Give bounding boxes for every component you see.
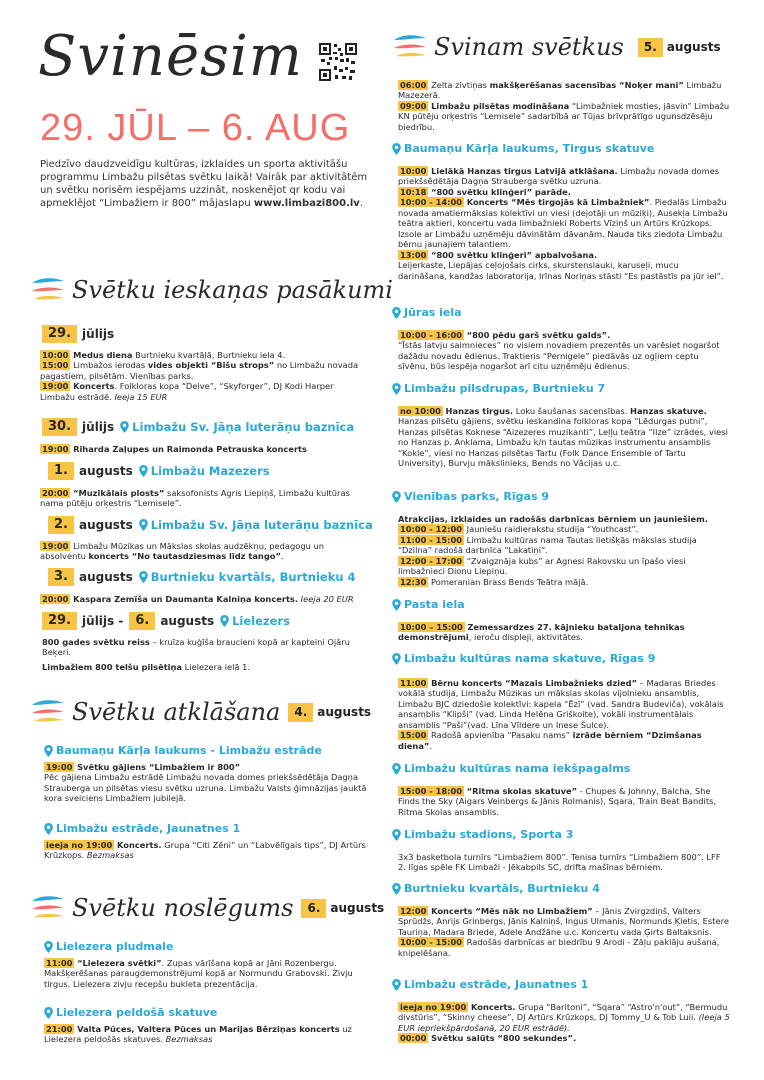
venue-header: Limbažu kultūras nama iekšpagalms: [392, 762, 630, 776]
location-pin-icon: [220, 615, 229, 627]
venue-header: Lielezera peldošā skatuve: [44, 1006, 217, 1020]
event-item: 00:00 Svētku salūts “800 sekundes”.: [400, 1033, 577, 1044]
venue-header: Burtnieku kvartāls, Burtnieku 4: [392, 882, 600, 896]
location-pin-icon: [139, 519, 148, 531]
section-header-atklasana: Svētku atklāšana 4. augusts: [30, 697, 371, 727]
venue-header: Limbažu kultūras nama skatuve, Rīgas 9: [392, 652, 655, 666]
venue-header: Lielezera pludmale: [44, 940, 173, 954]
swoosh-logo-icon: [392, 34, 428, 60]
venue-header: Pasta iela: [392, 598, 465, 612]
event-list-estrade-evening: [398, 1002, 730, 1044]
venue-header: Baumaņu Kārļa laukums - Limbažu estrāde: [44, 744, 322, 758]
location-pin-icon: [392, 979, 401, 991]
venue-header: Baumaņu Kārļa laukums, Tirgus skatuve: [392, 142, 654, 156]
event-item: 11:00 “Lielezera svētki”. Zupas vārīšana kopā ar Jāni Rozenbergu. Makšķerēšanas paraugdemonstrējumi kopā ar Normundu Grabovski. Zivju tirgus. Lielezera zivju recepšu bukleta prezentācija.: [44, 958, 353, 989]
event-item: 15:00 Radošā apvienība “Pasaku nams” izrāde bērniem “Dzimšanas diena”.: [398, 730, 702, 751]
event-item: 12:30 Pomeranian Brass Bends Teātra mājā.: [400, 576, 589, 587]
event-item: ieeja no 19:00 Koncerts. Grupa “Baritoni”, “Sqara” “Astro'n'out”, “Bermudu divstūris”, “Skinny cheese”, DJ Artūrs Krūzkops, DJ Tommy_U & Tob Luii. (Ieeja 5 EUR iepriekšpārdošanā, 20 EUR estrādē).: [398, 1002, 730, 1033]
qr-code-icon[interactable]: [318, 42, 358, 82]
venue-header: Limbažu estrāde, Jaunatnes 1: [44, 822, 240, 836]
event-item: 10:00 Lielākā Hanzas tirgus Latvijā atklāšana. Limbažu novada domes priekšsēdētāja Dagņa Strauberga svētku uzruna.: [398, 166, 720, 187]
section-header-ieskanas: Svētku ieskaņas pasākumi: [30, 275, 393, 305]
location-pin-icon: [44, 1007, 53, 1019]
location-pin-icon: [44, 745, 53, 757]
event-item: 15:00 - 18:00 “Ritma skolas skatuve” - Chupes & Johnny, Balcha, She Finds the Sky (Aigars Veinbergs & Jānis Rolmanis), Sqara, Train Beat Bandits, Ritma Skolas ansamblis.: [398, 786, 717, 817]
event-item: 11:00 Bērnu koncerts “Mazais Limbažnieks dzied” – Madaras Briedes vokālā studija, Limbažu Mūzikas un mākslas skolas vijolnieku ansamblis, Limbažu BJC dziedošie kolektīvi: kapela “Ēzī” (vad. Sandra Budeviča), vokālais ansamblis “Klipši” (vad. Linda Helēna Griškoite), vokāli instrumentālais ansamblis “Paši”(vad. Līna Vīldere un Inese Šulce).: [398, 678, 724, 730]
swoosh-logo-icon: [30, 895, 66, 921]
location-pin-icon: [392, 653, 401, 665]
event-list-morning: [398, 80, 730, 132]
location-pin-icon: [139, 571, 148, 583]
venue-header: Jūras iela: [392, 306, 462, 320]
day-3-august: 3. augusts Burtnieku kvartāls, Burtnieku 4: [48, 568, 356, 586]
event-item: 3x3 basketbola turnīrs “Limbažiem 800”. Tenisa turnīrs “Limbažiem 800”. LFF 2. līgas spēle FK Limbaži - Jēkabpils SC, drifta mašīnas bērniem.: [398, 852, 721, 873]
venue-header: Vienības parks, Rīgas 9: [392, 490, 549, 504]
event-item: 10:00 Medus diena Burtnieku kvartālā, Burtnieku iela 4.: [42, 350, 286, 360]
location-pin-icon: [392, 143, 401, 155]
day-2-august: 2. augusts Limbažu Sv. Jāņa luterāņu baznīca: [48, 516, 373, 534]
location-pin-icon: [392, 829, 401, 841]
intro-text: Piedzīvo daudzveidīgu kultūras, izklaides un sporta aktivitāšu programmu Limbažu pilsētas svētku laikā! Vairāk par aktivitātēm un svētku norisēm iespējams uzzināt, noskenējot qr kodu vai apmeklējot “Limbažiem ir 800” mājaslapu www.limbazi800.lv.: [40, 159, 368, 209]
location-pin-icon: [392, 307, 401, 319]
page-title: Svinēsim: [38, 24, 303, 89]
location-pin-icon: [44, 823, 53, 835]
event-item: 20:00 Kaspara Zemīša un Daumanta Kalniņa koncerts. Ieeja 20 EUR: [42, 594, 354, 604]
event-item: 06:00 Zelta zivtiņas makšķerēšanas sacensības “Noķer mani” Limbažu Mazezerā.: [398, 80, 722, 101]
event-item: 19:00 Limbažu Mūzikas un Mākslas skolas audzēkņu, pedagogu un absolventu koncerts “No tautasdziesmas līdz tango”.: [40, 541, 324, 562]
event-item: 11:00 - 15:00 Limbažu kultūras nama Tautas lietišķās mākslas studija “Dzilna” radošā darbnīca “Lakatiņi”.: [398, 534, 697, 556]
location-pin-icon: [392, 383, 401, 395]
event-item: 10:18 “800 svētku klinģeri” parāde.: [400, 186, 571, 197]
event-list-29-july: [40, 350, 370, 402]
event-item: 19:00 Svētku gājiens “Limbažiem ir 800” Pēc gājiena Limbažu estrādē Limbažu novada domes priekšsēdētāja Dagņa Strauberga un pilsētas viesu svētku uzruna. Limbažu Valsts ģimnāzijas jauktā kora sveiciens Limbažiem jubilejā.: [44, 762, 367, 804]
swoosh-logo-icon: [30, 277, 66, 303]
event-item: 10:00 - 16:00 “800 pēdu garš svētku galds”. “Īstās latvju saimnieces” no visiem novadiem prezentēs un varēsiet nogaršot dažādu novadu ēdienus. Traktieris “Pernigele” piedāvās uz ogļiem ceptu sīvēnu, būs iespēja nogaršot arī citu uzņēmēju ēdienus.: [398, 330, 720, 372]
event-list-kn-skatuve: [398, 678, 730, 751]
day-range-29-july-6-august: 29. jūlijs - 6. augusts Lielezers: [42, 612, 290, 630]
event-item: 15:00 Limbažos ierodas vides objekti “Bišu strops” no Limbažu novada pagastiem, pilsētām. Vienības parks.: [40, 360, 359, 381]
location-pin-icon: [392, 883, 401, 895]
location-pin-icon: [392, 763, 401, 775]
event-list-vienibas-parks: Atrakcijas, izklaides un radošās darbnīcas bērniem un jauniešiem. 10:00 - 12:00 Jauniešu raidierakstu studija “Youthcast”. 11:00 - 15:00 Limbažu kultūras nama Tautas lietišķās mākslas studija “Dzilna” radošā darbnīca “Lakatiņi”. 12:00 - 17:00 “Zvaigznāja kubs” ar Agnesi Rakovsku un īpašo viesi limbažnieci Dionu Liepiņu. 12:30 Pomeranian Brass Bends Teātra mājā.: [398, 514, 730, 587]
event-item: 10:00 - 14:00 Koncerts “Mēs tirgojās kā Limbažniek”. Piedalās Limbažu novada amatiermākslas kolektīvi un viesi (dejotāji un mūziķi), Ausekļa Limbažu teātra aktieri, koncertu vada limbažnieki Roberts Vīziņš un Artūrs Krūzkops. Izsole ar Limbažu uzņēmēju dāvinātām dāvanām. Nauda tiks ziedota Limbažu bērnu jaunajiem talantiem.: [398, 197, 728, 250]
festival-dates: 29. JŪL – 6. AUG: [40, 107, 351, 149]
event-item: 20:00 “Muzikālais plosts” saksofonists Agris Liepiņš, Limbažu kultūras nama pūtēju orķestris “Lemisele”.: [40, 488, 350, 509]
event-item: 10:00 - 12:00 Jauniešu raidierakstu studija “Youthcast”.: [400, 524, 639, 535]
location-pin-icon: [120, 421, 129, 433]
location-pin-icon: [392, 599, 401, 611]
day-1-august: 1. augusts Limbažu Mazezers: [48, 462, 270, 480]
event-item: 800 gades svētku reiss – kruīza kuģīša braucieni kopā ar kapteini Ojāru Beķeri.: [42, 637, 350, 658]
day-30-july: 30. jūlijs Limbažu Sv. Jāņa luterāņu baznīca: [42, 418, 354, 436]
venue-header: Limbažu stadions, Sporta 3: [392, 828, 573, 842]
event-item: 12:00 Koncerts “Mēs nāk no Limbažiem” – Jānis Zvirgzdiņš, Valters Sprūdžs, Anrijs Grinbergs, Jānis Kalniņš, Ingus Ulmanis, Normunds Ķietis, Estere Tauriņa, Madara Briede, Adele Andžāne u.c. Koncertu vada Ģirts Baltaksnis.: [398, 906, 729, 937]
location-pin-icon: [139, 465, 148, 477]
event-item: 09:00 Limbažu pilsētas modināšana “Limbažniek mosties, jāsvin” Limbažu KN pūtēju orķestris “Lemisele” sadarbībā ar Tūjas brīvprātīgo ugunsdzēsēju biedrību.: [398, 100, 730, 132]
event-item: ieeja no 19:00 Koncerts. Grupa “Citi Zēni” un “Labvēlīgais tips”, DJ Artūrs Krūzkops. Bezmaksas: [44, 840, 366, 861]
location-pin-icon: [392, 491, 401, 503]
section-header-noslegums: Svētku noslēgums 6. augusts: [30, 893, 384, 923]
event-item: 10:00 - 15:00 Radošās darbnīcas ar biedrību 9 Arodi - Zāļu paklāju aušana, knipelēšana.: [398, 937, 720, 958]
day-29-july: 29. jūlijs: [42, 325, 114, 343]
section-header-svinam: Svinam svētkus 5. augusts: [392, 32, 721, 62]
event-item: 13:00 “800 svētku klinģeri” apbalvošana. Leijerkaste, Liepājas ceļojošais cirks, skurstenslauki, karuseļi, mucu darināšana, kandžas laboratorija, Irīnas Noriņas stāsti “Es pastāstīs pa jūr iel”.: [398, 249, 724, 281]
event-item: 19:00 Riharda Zaļupes un Raimonda Petrauska koncerts: [42, 444, 307, 454]
swoosh-logo-icon: [30, 699, 66, 725]
event-list-tirgus: [398, 166, 730, 281]
event-item: 12:00 - 17:00 “Zvaigznāja kubs” ar Agnesi Rakovsku un īpašo viesi limbažnieci Dionu Liepiņu.: [398, 555, 686, 577]
event-item: 10:00 – 15:00 Zemessardzes 27. kājnieku bataljona tehnikas demonstrējumi, ieroču displeji, aktivitātes.: [398, 622, 685, 643]
website-link[interactable]: www.limbazi800.lv: [253, 198, 360, 209]
event-item: no 10:00 Hanzas tirgus. Loku šaušanas sacensības. Hanzas skatuve. Hanzas pilsētu gājiens, svētku ieskandina folkloras kopa “Lēdurgas putni”, Hanzas pilsētas Koknese “Aizezeres muzikanti”, Leļļu teātra “Ilze” izrādes, viesi no Hanzas p. Anklama, Limbažu k/n tautas mūzikas instrumentu ansamblis “Kokle”, viesi no Hanzas pilsētas Tartu (Folk Dance Ensemble of Tartu University), Burvju mākslinieks, Bends no Vācijas u.c.: [398, 406, 728, 469]
venue-header: Limbažu pilsdrupas, Burtnieku 7: [392, 382, 605, 396]
venue-header: Limbažu estrāde, Jaunatnes 1: [392, 978, 588, 992]
event-item: 19:00 Koncerts. Folkloras kopa “Delve”, “Skyforger”, DJ Kodi Harper Limbažu estrādē. Ieeja 15 EUR: [40, 381, 334, 402]
event-list-burtnieku-kvartals: [398, 906, 730, 958]
location-pin-icon: [44, 941, 53, 953]
event-item: Limbažiem 800 telšu pilsētiņa Lielezera ielā 1.: [42, 662, 251, 672]
event-item: 21:00 Valta Pūces, Valtera Pūces un Marijas Bērziņas koncerts uz Lielezera peldošās skatuves. Bezmaksas: [44, 1024, 352, 1045]
